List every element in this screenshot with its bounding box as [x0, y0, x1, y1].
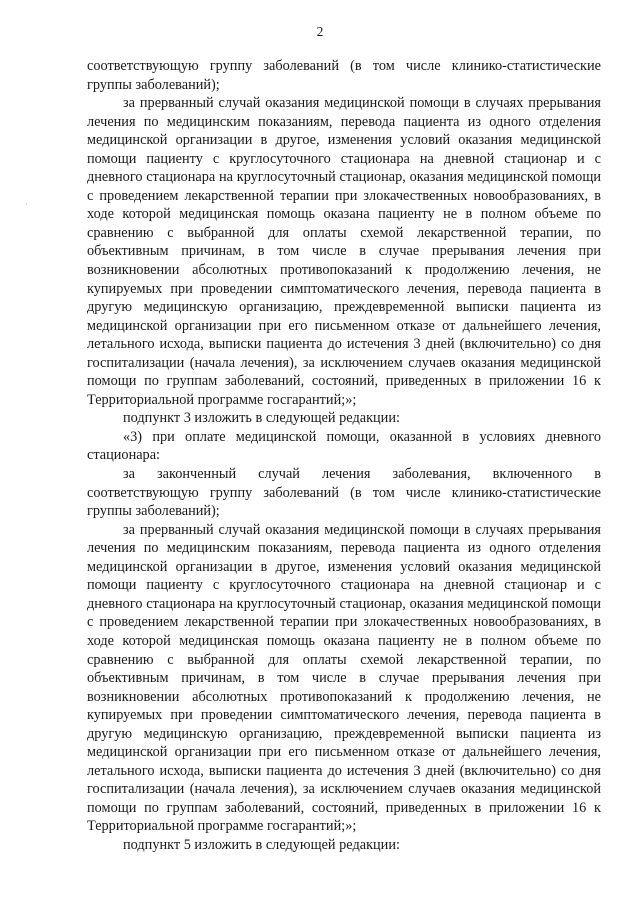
paragraph-subclause-5-instruction: подпункт 5 изложить в следующей редакции:	[123, 836, 400, 853]
paragraph-continuation: соответствующую группу заболеваний (в том числе клинико-статистические группы заболеваний);	[87, 58, 601, 93]
paragraph-subclause-3-instruction: подпункт 3 изложить в следующей редакции:	[123, 410, 400, 427]
paragraph-interrupted-case-round-the-clock: за прерванный случай оказания медицинской помощи в случаях прерывания лечения по медицинским показаниям, перевода пациента из одного отделения медицинской организации в другое, изменения условий оказания медицинской помощи пациенту с круглосуточного стационара на дневной стационар и с дневного стационара на круглосуточный стационар, оказания медицинской помощи с проведением лекарственной терапии при злокачественных новообразованиях, в ходе которой медицинская помощь оказана пациенту не в полном объеме по сравнению с выбранной для оплаты схемой лекарственной терапии, по объективным причинам, в том числе в случае прерывания лечения при возникновении абсолютных противопоказаний к продолжению лечения, не купируемых при проведении симптоматического лечения, перевода пациента в другую медицинскую организацию, преждевременной выписки пациента из медицинской организации при его письменном отказе от дальнейшего лечения, летального исхода, выписки пациента до истечения 3 дней (включительно) со дня госпитализации (начала лечения), за исключением случаев оказания медицинской помощи по группам заболеваний, состояний, приведенных в приложении 16 к Территориальной программе госгарантий;»;	[87, 95, 601, 408]
paragraph-interrupted-case-day-hospital: за прерванный случай оказания медицинской помощи в случаях прерывания лечения по медицинским показаниям, перевода пациента из одного отделения медицинской организации в другое, изменения условий оказания медицинской помощи пациенту с круглосуточного стационара на дневной стационар и с дневного стационара на круглосуточный стационар, оказания медицинской помощи с проведением лекарственной терапии при злокачественных новообразованиях, в ходе которой медицинская помощь оказана пациенту не в полном объеме по сравнению с выбранной для оплаты схемой лекарственной терапии, по объективным причинам, в том числе в случае прерывания лечения при возникновении абсолютных противопоказаний к продолжению лечения, не купируемых при проведении симптоматического лечения, перевода пациента в другую медицинскую организацию, преждевременной выписки пациента из медицинской организации при его письменном отказе от дальнейшего лечения, летального исхода, выписки пациента до истечения 3 дней (включительно) со дня госпитализации (начала лечения), за исключением случаев оказания медицинской помощи по группам заболеваний, состояний, приведенных в приложении 16 к Территориальной программе госгарантий;»;	[87, 521, 601, 835]
paragraph-completed-case: за законченный случай лечения заболевания, включенного в соответствующую группу заболеваний (в том числе клинико-статистические группы заболеваний);	[87, 466, 601, 520]
paragraph-subclause-3-heading: «3) при оплате медицинской помощи, оказанной в условиях дневного стационара:	[87, 428, 601, 464]
scan-speck: ·	[25, 200, 28, 209]
page-number: 2	[316, 24, 324, 39]
document-body	[87, 57, 601, 855]
